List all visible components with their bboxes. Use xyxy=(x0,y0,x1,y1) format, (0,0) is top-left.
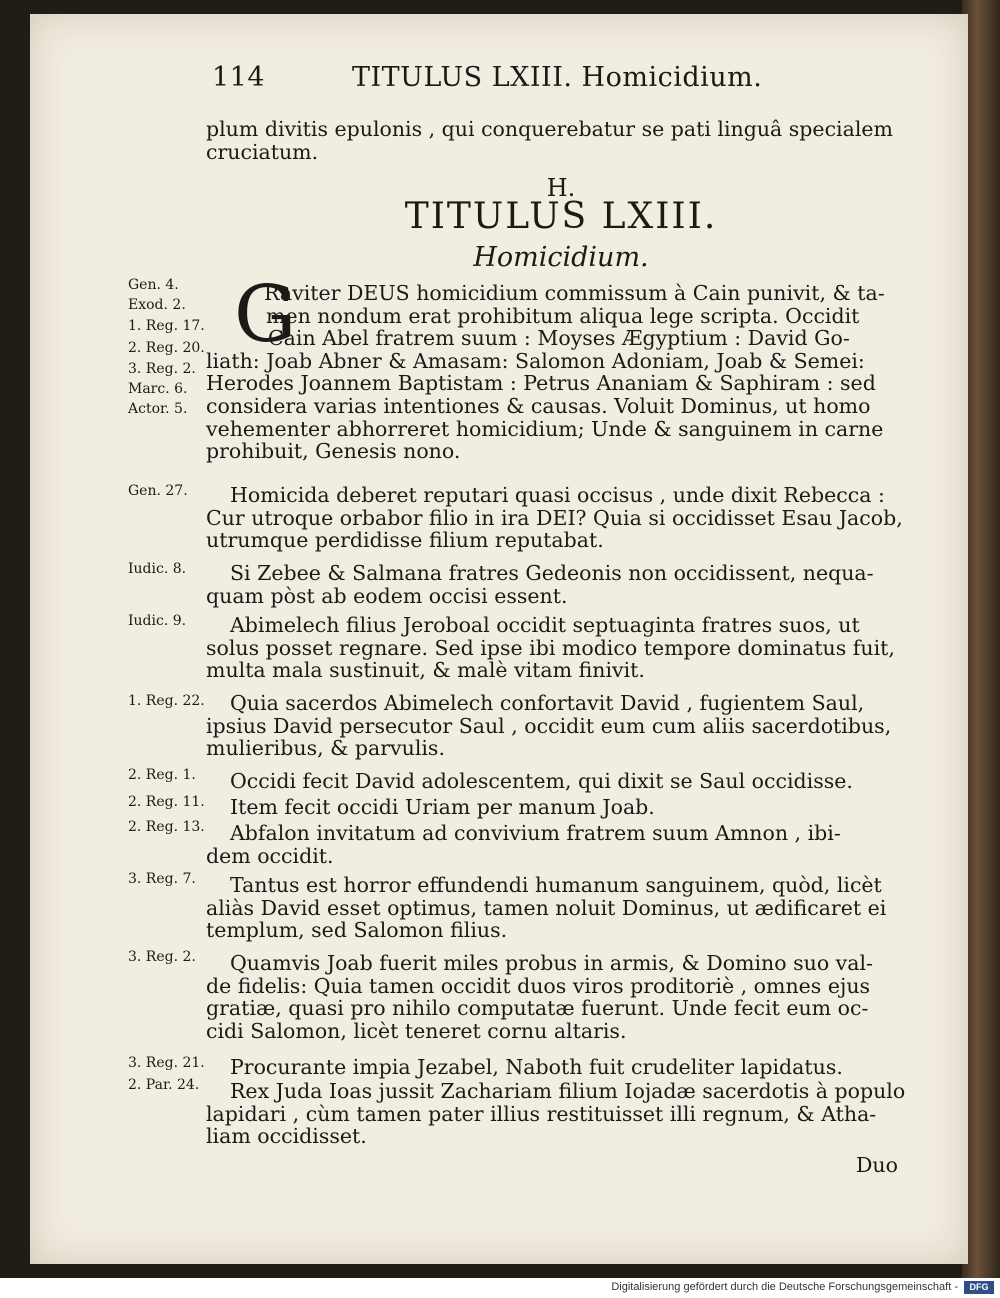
text-line: mulieribus, & parvulis. xyxy=(206,736,445,761)
section-title: TITULUS LXIII. xyxy=(404,196,718,237)
margin-note: Iudic. 8. xyxy=(128,561,187,577)
section-subtitle: Homicidium. xyxy=(473,242,649,273)
text-line: cidi Salomon, licèt teneret cornu altaris. xyxy=(206,1018,627,1043)
catchword: Duo xyxy=(856,1153,898,1177)
margin-note: Marc. 6. xyxy=(128,381,188,397)
text-line: Homicida deberet reputari quasi occisus , unde dixit Rebecca : xyxy=(230,483,885,507)
text-line: aliàs David esset optimus, tamen noluit Dominus, ut ædificaret ei xyxy=(206,895,887,920)
paragraph-6 xyxy=(206,770,916,793)
text-line: liath: Joab Abner & Amasam: Salomon Adoniam, Joab & Semei: xyxy=(206,348,865,373)
margin-note: Gen. 4. xyxy=(128,277,179,293)
running-header xyxy=(212,62,763,102)
text-line: Si Zebee & Salmana fratres Gedeonis non occidissent, nequa- xyxy=(230,561,874,585)
text-line: Abfalon invitatum ad convivium fratrem suum Amnon , ibi- xyxy=(230,821,841,845)
margin-note: 2. Reg. 1. xyxy=(128,767,196,783)
margin-note: 3. Reg. 2. xyxy=(128,949,196,965)
text-line: prohibuit, Genesis nono. xyxy=(206,439,461,464)
text-line: Rex Juda Ioas jussit Zachariam filium Iojadæ sacerdotis à populo xyxy=(230,1079,906,1103)
text-line: solus posset regnare. Sed ipse ibi modico tempore dominatus fuit, xyxy=(206,635,895,660)
paragraph-4 xyxy=(206,614,916,682)
margin-note: 1. Reg. 22. xyxy=(128,693,205,709)
paragraph-10 xyxy=(206,952,916,1042)
footer-credit: Digitalisierung gefördert durch die Deutsche Forschungsgemeinschaft - xyxy=(611,1281,958,1293)
margin-note: 3. Reg. 21. xyxy=(128,1055,205,1071)
margin-note: Actor. 5. xyxy=(128,401,188,417)
text-line: Raviter DEUS homicidium commissum à Cain punivit, & ta- xyxy=(264,281,885,305)
running-title: TITULUS LXIII. Homicidium. xyxy=(352,62,763,93)
dfg-logo: DFG xyxy=(964,1281,994,1294)
paragraph-7 xyxy=(206,796,916,819)
text-line: Herodes Joannem Baptistam : Petrus Ananiam & Saphiram : sed xyxy=(206,371,876,396)
text-line: considera varias intentiones & causas. Voluit Dominus, ut homo xyxy=(206,393,871,418)
margin-note: Gen. 27. xyxy=(128,483,188,499)
text-line: Occidi fecit David adolescentem, qui dixit se Saul occidisse. xyxy=(230,769,853,793)
margin-note: 1. Reg. 17. xyxy=(128,318,205,334)
text-line: gratiæ, quasi pro nihilo computatæ fuerunt. Unde fecit eum oc- xyxy=(206,996,869,1021)
footer-bar xyxy=(0,1278,1000,1298)
text-line: quam pòst ab eodem occisi essent. xyxy=(206,583,568,608)
text-line: Cur utroque orbabor filio in ira DEI? Quia si occidisset Esau Jacob, xyxy=(206,505,903,530)
paragraph-11 xyxy=(206,1056,916,1079)
text-line: Procurante impia Jezabel, Naboth fuit crudeliter lapidatus. xyxy=(230,1055,843,1079)
paragraph-5 xyxy=(206,692,916,760)
text-line: Item fecit occidi Uriam per manum Joab. xyxy=(230,795,655,819)
margin-note: 2. Reg. 20. xyxy=(128,340,205,356)
text-line: Quia sacerdos Abimelech confortavit David , fugientem Saul, xyxy=(230,691,865,715)
text-line: utrumque perdidisse filium reputabat. xyxy=(206,528,604,553)
section-letter: H. xyxy=(546,174,576,202)
paragraph-2 xyxy=(206,484,916,552)
text-line: Abimelech filius Jeroboal occidit septuaginta fratres suos, ut xyxy=(230,613,860,637)
text-line: Quamvis Joab fuerit miles probus in armis, & Domino suo val- xyxy=(230,951,873,975)
continued-paragraph xyxy=(206,118,916,163)
margin-note: 3. Reg. 2. xyxy=(128,361,196,377)
text-line: templum, sed Salomon filius. xyxy=(206,918,508,943)
text-line: men nondum erat prohibitum aliqua lege scripta. Occidit xyxy=(266,303,860,328)
margin-note: 2. Reg. 13. xyxy=(128,819,205,835)
text-line: Tantus est horror effundendi humanum sanguinem, quòd, licèt xyxy=(230,873,882,897)
paragraph-1 xyxy=(206,282,916,463)
text-line: ipsius David persecutor Saul , occidit eum cum aliis sacerdotibus, xyxy=(206,713,892,738)
paragraph-9 xyxy=(206,874,916,942)
margin-note: 2. Reg. 11. xyxy=(128,794,205,810)
text-line: multa mala sustinuit, & malè vitam finivit. xyxy=(206,658,645,683)
text-line: de fidelis: Quia tamen occidit duos viros proditoriè , omnes ejus xyxy=(206,973,871,998)
text-line: cruciatum. xyxy=(206,139,319,164)
margin-note: 2. Par. 24. xyxy=(128,1077,200,1093)
margin-note: Iudic. 9. xyxy=(128,613,187,629)
margin-note: Exod. 2. xyxy=(128,297,186,313)
text-line: liam occidisset. xyxy=(206,1124,367,1149)
text-line: dem occidit. xyxy=(206,843,334,868)
paragraph-12 xyxy=(206,1080,916,1148)
text-line: lapidari , cùm tamen pater illius restituisset illi regnum, & Atha- xyxy=(206,1101,877,1126)
paragraph-3 xyxy=(206,562,916,607)
text-line: plum divitis epulonis , qui conquerebatur se pati linguâ specialem xyxy=(206,117,893,141)
margin-note: 3. Reg. 7. xyxy=(128,871,196,887)
page-number: 114 xyxy=(212,62,266,93)
text-line: Cain Abel fratrem suum : Moyses Ægyptium : David Go- xyxy=(268,326,850,351)
text-line: vehementer abhorreret homicidium; Unde & sanguinem in carne xyxy=(206,416,884,441)
paragraph-8 xyxy=(206,822,916,867)
drop-capital: G xyxy=(234,270,297,360)
